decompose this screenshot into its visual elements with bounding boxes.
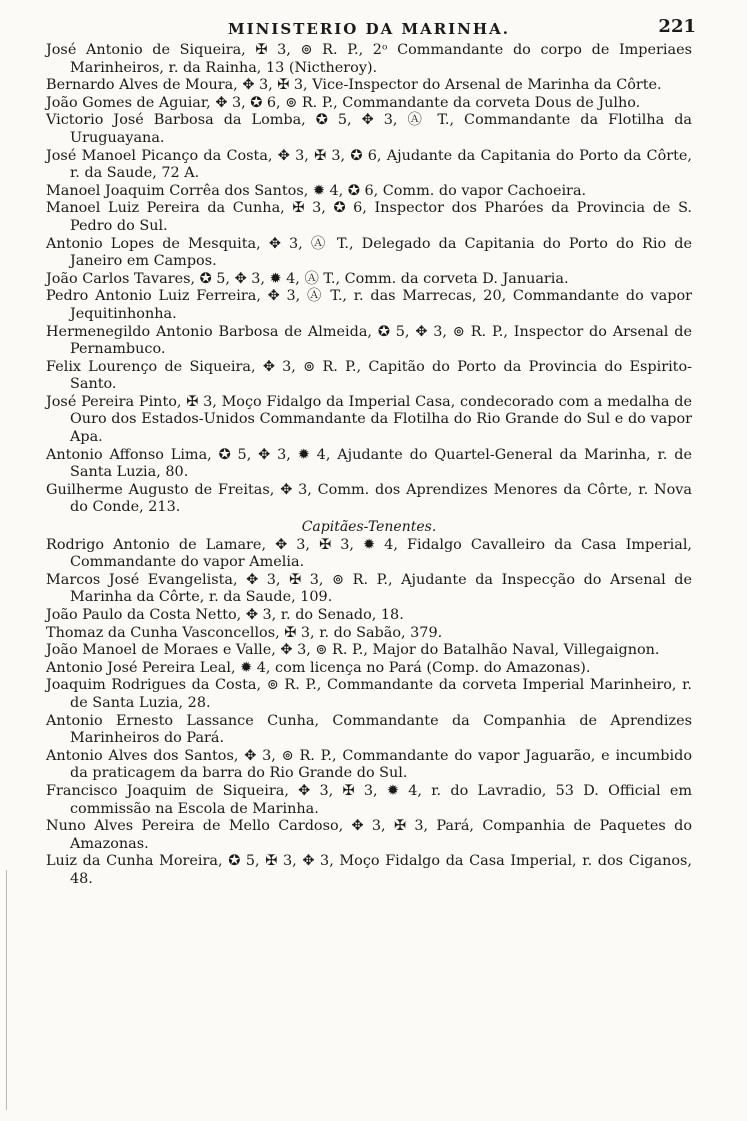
entry: João Gomes de Aguiar, ✥ 3, ✪ 6, ⊚ R. P., Commandante da corveta Dous de Julho. xyxy=(46,94,641,111)
entry: Guilherme Augusto de Freitas, ✥ 3, Comm. dos Aprendizes Menores da Côrte, r. Nova do Conde, 213. xyxy=(46,481,692,516)
entry: Antonio Affonso Lima, ✪ 5, ✥ 3, ✹ 4, Ajudante do Quartel-General da Marinha, r. de Santa Luzia, 80. xyxy=(46,446,692,481)
entry: Antonio Alves dos Santos, ✥ 3, ⊚ R. P., Commandante do vapor Jaguarão, e incumbido da praticagem da barra do Rio Grande do Sul. xyxy=(46,747,692,782)
entry: Luiz da Cunha Moreira, ✪ 5, ✠ 3, ✥ 3, Moço Fidalgo da Casa Imperial, r. dos Ciganos, 48. xyxy=(46,853,692,887)
document-page xyxy=(46,14,696,889)
entry: Manoel Joaquim Corrêa dos Santos, ✹ 4, ✪ 6, Comm. do vapor Cachoeira. xyxy=(46,182,587,199)
entry: Felix Lourenço de Siqueira, ✥ 3, ⊚ R. P., Capitão do Porto da Provincia do Espirito-Santo. xyxy=(46,358,692,393)
page-title: MINISTERIO DA MARINHA. xyxy=(228,20,510,38)
entry: João Manoel de Moraes e Valle, ✥ 3, ⊚ R. P., Major do Batalhão Naval, Villegaignon. xyxy=(46,642,660,659)
entry: João Paulo da Costa Netto, ✥ 3, r. do Senado, 18. xyxy=(46,607,404,623)
entry: Manoel Luiz Pereira da Cunha, ✠ 3, ✪ 6, Inspector dos Pharóes da Provincia de S. Pedro do Sul. xyxy=(46,200,692,234)
running-header xyxy=(46,14,696,42)
entry: José Pereira Pinto, ✠ 3, Moço Fidalgo da Imperial Casa, condecorado com a medalha de Ouro dos Estados-Unidos Commandante da Flotilha do Rio Grande do Sul e do vapor Apa. xyxy=(46,393,692,446)
entry: Thomaz da Cunha Vasconcellos, ✠ 3, r. do Sabão, 379. xyxy=(46,624,443,641)
entry: Bernardo Alves de Moura, ✥ 3, ✠ 3, Vice-Inspector do Arsenal de Marinha da Côrte. xyxy=(46,77,662,94)
entry: Antonio Ernesto Lassance Cunha, Commandante da Companhia de Aprendizes Marinheiros do Pará. xyxy=(46,712,692,747)
entry: Rodrigo Antonio de Lamare, ✥ 3, ✠ 3, ✹ 4, Fidalgo Cavalleiro da Casa Imperial, Commandante do vapor Amelia. xyxy=(46,536,692,571)
margin-mark xyxy=(6,870,13,1110)
entry: Marcos José Evangelista, ✥ 3, ✠ 3, ⊚ R. P., Ajudante da Inspecção do Arsenal de Marinha da Côrte, r. da Saude, 109. xyxy=(46,571,692,606)
entry: Hermenegildo Antonio Barbosa de Almeida, ✪ 5, ✥ 3, ⊚ R. P., Inspector do Arsenal de Pernambuco. xyxy=(46,323,692,358)
entry: Antonio José Pereira Leal, ✹ 4, com licença no Pará (Comp. do Amazonas). xyxy=(46,659,591,676)
page-number: 221 xyxy=(658,16,696,37)
entry: José Antonio de Siqueira, ✠ 3, ⊚ R. P., 2ᵒ Commandante do corpo de Imperiaes Marinheiros, r. da Rainha, 13 (Nictheroy). xyxy=(46,42,692,76)
entry: Antonio Lopes de Mesquita, ✥ 3, Ⓐ T., Delegado da Capitania do Porto do Rio de Janeiro em Campos. xyxy=(46,235,692,270)
section-heading: Capitães-Tenentes. xyxy=(301,519,437,536)
entry: Victorio José Barbosa da Lomba, ✪ 5, ✥ 3, Ⓐ T., Commandante da Flotilha da Uruguayana. xyxy=(46,112,692,146)
entry: Pedro Antonio Luiz Ferreira, ✥ 3, Ⓐ T., r. das Marrecas, 20, Commandante do vapor Jequitinhonha. xyxy=(46,288,692,322)
entry: Joaquim Rodrigues da Costa, ⊚ R. P., Commandante da corveta Imperial Marinheiro, r. de Santa Luzia, 28. xyxy=(46,677,692,711)
entry: Francisco Joaquim de Siqueira, ✥ 3, ✠ 3, ✹ 4, r. do Lavradio, 53 D. Official em commissão na Escola de Marinha. xyxy=(46,782,692,817)
entry: Nuno Alves Pereira de Mello Cardoso, ✥ 3, ✠ 3, Pará, Companhia de Paquetes do Amazonas. xyxy=(46,818,692,852)
entry: José Manoel Picanço da Costa, ✥ 3, ✠ 3, ✪ 6, Ajudante da Capitania do Porto da Côrte, r. da Saude, 72 A. xyxy=(46,147,692,182)
entry: João Carlos Tavares, ✪ 5, ✥ 3, ✹ 4, Ⓐ T., Comm. da corveta D. Januaria. xyxy=(46,270,569,287)
